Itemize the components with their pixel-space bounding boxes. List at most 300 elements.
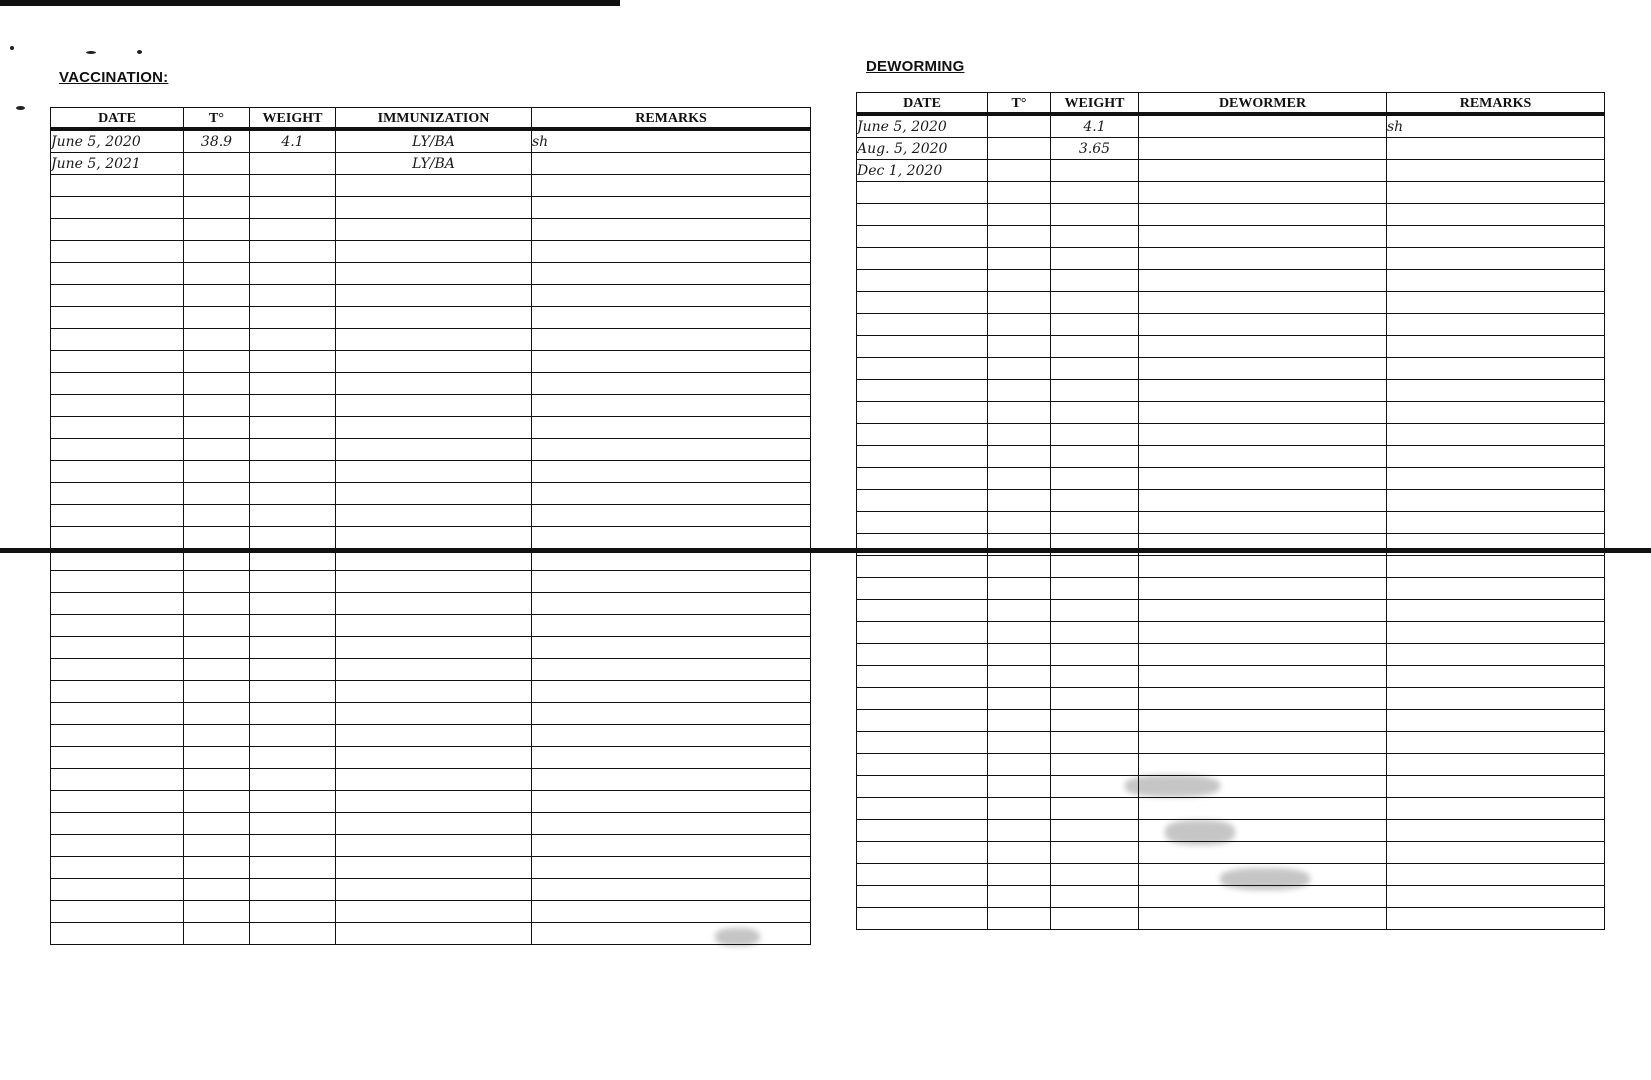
empty-cell: [1387, 380, 1605, 402]
empty-cell: [336, 505, 532, 527]
empty-cell: [857, 864, 988, 886]
empty-cell: [250, 307, 336, 329]
empty-cell: [184, 395, 250, 417]
empty-cell: [250, 263, 336, 285]
empty-cell: [1139, 732, 1387, 754]
empty-cell: [857, 468, 988, 490]
empty-cell: [988, 270, 1051, 292]
empty-cell: [250, 329, 336, 351]
empty-cell: [1051, 292, 1139, 314]
table-row: [51, 813, 811, 835]
empty-cell: [184, 483, 250, 505]
empty-cell: [1139, 380, 1387, 402]
empty-cell: [1139, 644, 1387, 666]
empty-cell: [184, 615, 250, 637]
empty-cell: [857, 666, 988, 688]
empty-cell: [1139, 600, 1387, 622]
empty-cell: [250, 549, 336, 571]
vaccination-title: VACCINATION:: [59, 69, 169, 86]
table-row: [51, 129, 811, 153]
empty-cell: [51, 681, 184, 703]
empty-cell: [51, 329, 184, 351]
empty-cell: [184, 813, 250, 835]
empty-cell: [857, 754, 988, 776]
table-row: [857, 292, 1605, 314]
empty-cell: [51, 241, 184, 263]
empty-cell: [1051, 490, 1139, 512]
empty-cell: [532, 351, 811, 373]
table-row: [857, 666, 1605, 688]
cell-temperature: [988, 160, 1051, 182]
table-row: [51, 747, 811, 769]
empty-cell: [336, 725, 532, 747]
empty-cell: [1387, 292, 1605, 314]
empty-cell: [250, 351, 336, 373]
empty-cell: [857, 820, 988, 842]
empty-cell: [1051, 666, 1139, 688]
empty-cell: [51, 769, 184, 791]
empty-cell: [988, 798, 1051, 820]
empty-cell: [857, 204, 988, 226]
empty-cell: [532, 615, 811, 637]
empty-cell: [336, 285, 532, 307]
empty-cell: [51, 351, 184, 373]
empty-cell: [988, 820, 1051, 842]
empty-cell: [336, 923, 532, 945]
empty-cell: [988, 402, 1051, 424]
col-header-dewormer: DEWORMER: [1139, 93, 1387, 115]
empty-cell: [988, 776, 1051, 798]
empty-cell: [857, 798, 988, 820]
cell-dewormer: [1139, 160, 1387, 182]
empty-cell: [250, 175, 336, 197]
empty-cell: [857, 622, 988, 644]
table-row: [51, 857, 811, 879]
col-header-immunization: IMMUNIZATION: [336, 108, 532, 130]
empty-cell: [532, 197, 811, 219]
empty-cell: [51, 461, 184, 483]
empty-cell: [336, 615, 532, 637]
empty-cell: [250, 923, 336, 945]
empty-cell: [250, 593, 336, 615]
table-row: [857, 380, 1605, 402]
empty-cell: [1387, 358, 1605, 380]
empty-cell: [1051, 446, 1139, 468]
empty-cell: [336, 769, 532, 791]
empty-cell: [1139, 886, 1387, 908]
table-row: [51, 725, 811, 747]
empty-cell: [184, 373, 250, 395]
table-header-row: [51, 108, 811, 130]
empty-cell: [1051, 468, 1139, 490]
empty-cell: [51, 505, 184, 527]
empty-cell: [1387, 754, 1605, 776]
empty-cell: [184, 835, 250, 857]
empty-cell: [532, 681, 811, 703]
table-row: [857, 710, 1605, 732]
empty-cell: [532, 593, 811, 615]
empty-cell: [250, 483, 336, 505]
empty-cell: [51, 901, 184, 923]
empty-cell: [1387, 490, 1605, 512]
table-row: [857, 424, 1605, 446]
empty-cell: [532, 813, 811, 835]
empty-cell: [336, 395, 532, 417]
empty-cell: [857, 424, 988, 446]
empty-cell: [51, 307, 184, 329]
cell-temperature: [184, 153, 250, 175]
empty-cell: [51, 197, 184, 219]
empty-cell: [1051, 204, 1139, 226]
col-header-remarks: REMARKS: [532, 108, 811, 130]
table-row: [51, 879, 811, 901]
scan-speck: [86, 51, 96, 54]
empty-cell: [336, 791, 532, 813]
empty-cell: [250, 791, 336, 813]
empty-cell: [184, 241, 250, 263]
empty-cell: [51, 175, 184, 197]
empty-cell: [1387, 204, 1605, 226]
table-row: [857, 842, 1605, 864]
empty-cell: [184, 329, 250, 351]
empty-cell: [1387, 336, 1605, 358]
table-row: [51, 637, 811, 659]
table-row: [51, 659, 811, 681]
empty-cell: [184, 505, 250, 527]
empty-cell: [1051, 820, 1139, 842]
table-row: [857, 556, 1605, 578]
empty-cell: [532, 637, 811, 659]
empty-cell: [532, 307, 811, 329]
empty-cell: [532, 791, 811, 813]
empty-cell: [51, 725, 184, 747]
empty-cell: [250, 571, 336, 593]
empty-cell: [532, 659, 811, 681]
table-row: [51, 263, 811, 285]
empty-cell: [184, 461, 250, 483]
empty-cell: [51, 791, 184, 813]
empty-cell: [532, 417, 811, 439]
empty-cell: [532, 703, 811, 725]
cell-remarks: [1387, 160, 1605, 182]
table-row: [51, 461, 811, 483]
cell-immunization: LY/BA: [336, 129, 532, 153]
empty-cell: [1139, 820, 1387, 842]
empty-cell: [1139, 490, 1387, 512]
empty-cell: [336, 857, 532, 879]
empty-cell: [184, 351, 250, 373]
empty-cell: [1387, 798, 1605, 820]
empty-cell: [1051, 226, 1139, 248]
table-row: [51, 175, 811, 197]
empty-cell: [857, 600, 988, 622]
table-row: [857, 248, 1605, 270]
empty-cell: [988, 358, 1051, 380]
table-row: [51, 285, 811, 307]
empty-cell: [51, 857, 184, 879]
empty-cell: [336, 901, 532, 923]
empty-cell: [988, 226, 1051, 248]
empty-cell: [532, 395, 811, 417]
empty-cell: [1387, 842, 1605, 864]
empty-cell: [1387, 556, 1605, 578]
scan-speck: [16, 106, 25, 110]
empty-cell: [1139, 402, 1387, 424]
table-row: [51, 307, 811, 329]
empty-cell: [857, 270, 988, 292]
empty-cell: [250, 813, 336, 835]
empty-cell: [250, 197, 336, 219]
table-row: [857, 578, 1605, 600]
empty-cell: [857, 358, 988, 380]
empty-cell: [250, 615, 336, 637]
empty-cell: [857, 292, 988, 314]
empty-cell: [988, 292, 1051, 314]
empty-cell: [250, 769, 336, 791]
table-row: [51, 769, 811, 791]
empty-cell: [336, 373, 532, 395]
empty-cell: [184, 593, 250, 615]
empty-cell: [1387, 424, 1605, 446]
empty-cell: [336, 813, 532, 835]
empty-cell: [1051, 424, 1139, 446]
empty-cell: [988, 512, 1051, 534]
empty-cell: [857, 886, 988, 908]
empty-cell: [1387, 732, 1605, 754]
empty-cell: [532, 285, 811, 307]
empty-cell: [988, 578, 1051, 600]
empty-cell: [184, 285, 250, 307]
empty-cell: [1051, 754, 1139, 776]
empty-cell: [1051, 644, 1139, 666]
cell-temperature: [988, 114, 1051, 138]
empty-cell: [1051, 270, 1139, 292]
empty-cell: [1051, 886, 1139, 908]
table-row: [51, 395, 811, 417]
empty-cell: [1387, 182, 1605, 204]
empty-cell: [1387, 578, 1605, 600]
empty-cell: [857, 182, 988, 204]
table-row: [51, 923, 811, 945]
empty-cell: [51, 571, 184, 593]
empty-cell: [1139, 556, 1387, 578]
empty-cell: [1051, 688, 1139, 710]
empty-cell: [336, 329, 532, 351]
cell-remarks: sh: [1387, 114, 1605, 138]
empty-cell: [1139, 776, 1387, 798]
empty-cell: [51, 923, 184, 945]
table-row: [857, 534, 1605, 556]
empty-cell: [51, 835, 184, 857]
table-row: [857, 468, 1605, 490]
table-row: [857, 358, 1605, 380]
table-row: [51, 329, 811, 351]
empty-cell: [51, 615, 184, 637]
empty-cell: [857, 556, 988, 578]
empty-cell: [857, 512, 988, 534]
empty-cell: [51, 395, 184, 417]
empty-cell: [51, 593, 184, 615]
empty-cell: [988, 754, 1051, 776]
empty-cell: [1387, 600, 1605, 622]
empty-cell: [1051, 182, 1139, 204]
table-row: [857, 270, 1605, 292]
table-row: [51, 593, 811, 615]
empty-cell: [988, 468, 1051, 490]
empty-cell: [988, 182, 1051, 204]
table-header-row: [857, 93, 1605, 115]
empty-cell: [250, 417, 336, 439]
cell-temperature: [988, 138, 1051, 160]
empty-cell: [988, 336, 1051, 358]
empty-cell: [250, 219, 336, 241]
empty-cell: [532, 725, 811, 747]
table-row: [857, 182, 1605, 204]
empty-cell: [336, 571, 532, 593]
empty-cell: [250, 241, 336, 263]
empty-cell: [857, 688, 988, 710]
empty-cell: [857, 842, 988, 864]
empty-cell: [250, 461, 336, 483]
empty-cell: [250, 659, 336, 681]
empty-cell: [988, 314, 1051, 336]
empty-cell: [51, 417, 184, 439]
empty-cell: [1139, 908, 1387, 930]
empty-cell: [1387, 622, 1605, 644]
empty-cell: [51, 219, 184, 241]
empty-cell: [1139, 468, 1387, 490]
cell-weight: 4.1: [1051, 114, 1139, 138]
table-row: [857, 512, 1605, 534]
empty-cell: [184, 769, 250, 791]
col-header-date: DATE: [857, 93, 988, 115]
table-row: [857, 490, 1605, 512]
empty-cell: [51, 703, 184, 725]
empty-cell: [532, 769, 811, 791]
empty-cell: [532, 175, 811, 197]
empty-cell: [988, 600, 1051, 622]
table-row: [857, 402, 1605, 424]
empty-cell: [1139, 512, 1387, 534]
empty-cell: [336, 637, 532, 659]
empty-cell: [1051, 534, 1139, 556]
table-row: [857, 644, 1605, 666]
table-row: [51, 241, 811, 263]
col-header-date: DATE: [51, 108, 184, 130]
empty-cell: [857, 402, 988, 424]
empty-cell: [1051, 512, 1139, 534]
empty-cell: [336, 241, 532, 263]
empty-cell: [1139, 292, 1387, 314]
col-header-remarks: REMARKS: [1387, 93, 1605, 115]
scan-top-edge: [0, 0, 620, 6]
empty-cell: [1139, 710, 1387, 732]
empty-cell: [250, 527, 336, 549]
table-row: [51, 197, 811, 219]
cell-weight: [1051, 160, 1139, 182]
empty-cell: [857, 248, 988, 270]
empty-cell: [532, 241, 811, 263]
empty-cell: [336, 549, 532, 571]
empty-cell: [51, 483, 184, 505]
table-row: [857, 820, 1605, 842]
table-row: [51, 439, 811, 461]
empty-cell: [336, 483, 532, 505]
empty-cell: [988, 446, 1051, 468]
deworming-table: [856, 92, 1605, 930]
empty-cell: [857, 578, 988, 600]
cell-date: Dec 1, 2020: [857, 160, 988, 182]
empty-cell: [1387, 710, 1605, 732]
empty-cell: [857, 226, 988, 248]
empty-cell: [532, 263, 811, 285]
empty-cell: [988, 622, 1051, 644]
empty-cell: [336, 263, 532, 285]
vaccination-table: [50, 107, 811, 945]
empty-cell: [1139, 666, 1387, 688]
empty-cell: [532, 835, 811, 857]
empty-cell: [1051, 336, 1139, 358]
empty-cell: [857, 908, 988, 930]
empty-cell: [1387, 644, 1605, 666]
cell-remarks: [532, 153, 811, 175]
table-row: [857, 204, 1605, 226]
col-header-temperature: T°: [988, 93, 1051, 115]
table-row: [857, 864, 1605, 886]
empty-cell: [988, 864, 1051, 886]
table-row: [51, 703, 811, 725]
empty-cell: [336, 351, 532, 373]
empty-cell: [988, 248, 1051, 270]
empty-cell: [1139, 622, 1387, 644]
empty-cell: [988, 842, 1051, 864]
table-row: [51, 527, 811, 549]
empty-cell: [250, 879, 336, 901]
empty-cell: [250, 637, 336, 659]
empty-cell: [336, 175, 532, 197]
table-row: [51, 483, 811, 505]
empty-cell: [532, 505, 811, 527]
empty-cell: [1139, 358, 1387, 380]
empty-cell: [184, 527, 250, 549]
cell-weight: [250, 153, 336, 175]
table-row: [51, 681, 811, 703]
table-row: [857, 886, 1605, 908]
empty-cell: [336, 307, 532, 329]
cell-dewormer: [1139, 138, 1387, 160]
empty-cell: [532, 901, 811, 923]
col-header-weight: WEIGHT: [250, 108, 336, 130]
empty-cell: [988, 556, 1051, 578]
empty-cell: [336, 879, 532, 901]
empty-cell: [1387, 226, 1605, 248]
empty-cell: [51, 373, 184, 395]
empty-cell: [532, 923, 811, 945]
table-row: [857, 732, 1605, 754]
table-row: [857, 600, 1605, 622]
empty-cell: [1387, 908, 1605, 930]
empty-cell: [184, 747, 250, 769]
table-row: [51, 615, 811, 637]
cell-weight: 3.65: [1051, 138, 1139, 160]
empty-cell: [336, 703, 532, 725]
empty-cell: [184, 725, 250, 747]
table-row: [857, 776, 1605, 798]
empty-cell: [1387, 886, 1605, 908]
table-row: [857, 314, 1605, 336]
cell-temperature: 38.9: [184, 129, 250, 153]
table-row: [857, 114, 1605, 138]
